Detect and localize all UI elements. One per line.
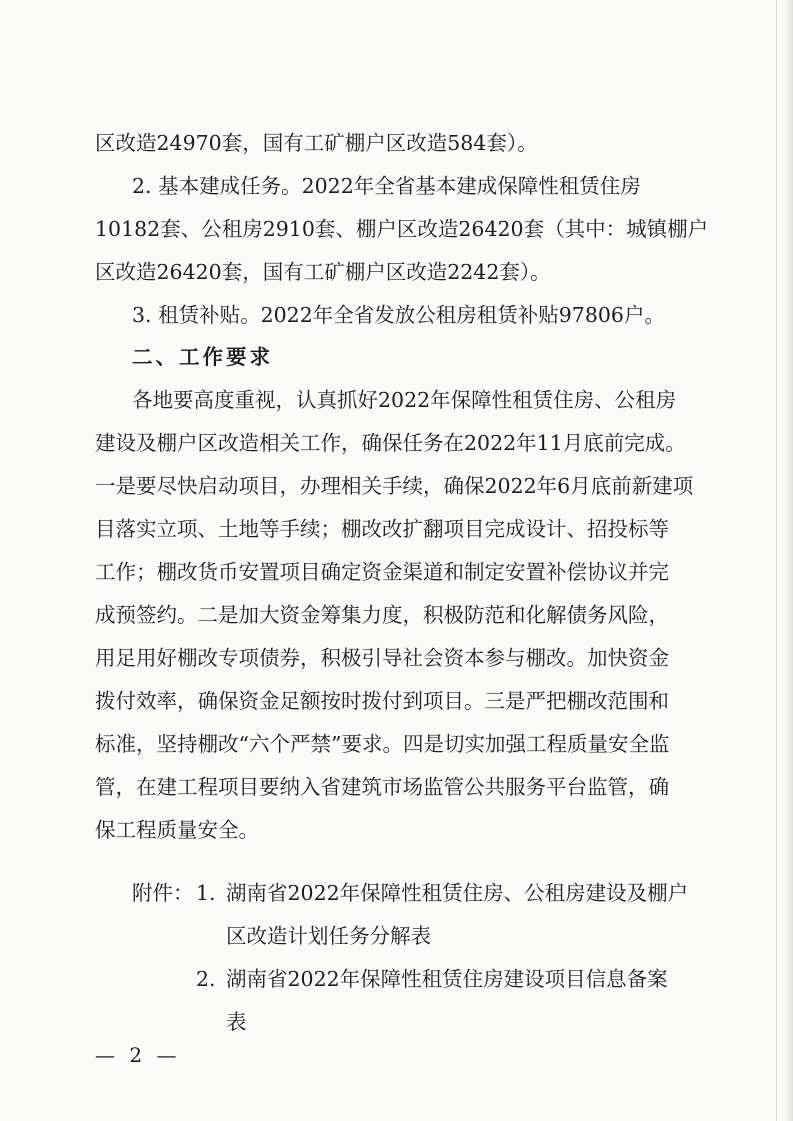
paragraph-line: 2. 基本建成任务。2022年全省基本建成保障性租赁住房 (132, 174, 641, 198)
attachment-title: 区改造计划任务分解表 (226, 924, 431, 948)
paragraph-line: 目落实立项、土地等手续；棚改改扩翻项目完成设计、招投标等 (95, 517, 669, 541)
paragraph-line: 保工程质量安全。 (95, 818, 259, 842)
page-number: — 2 — (95, 1043, 181, 1067)
attachments-label: 附件： (132, 881, 194, 905)
paragraph-line: 10182套、公租房2910套、棚户区改造26420套（其中：城镇棚户 (95, 217, 709, 241)
paragraph-line: 3. 租赁补贴。2022年全省发放公租房租赁补贴97806户。 (132, 303, 665, 327)
section-heading: 二、工作要求 (132, 345, 273, 369)
paragraph-line: 区改造24970套，国有工矿棚户区改造584套）。 (95, 131, 538, 155)
attachment-number: 2. (196, 967, 216, 991)
paragraph-line: 工作；棚改货币安置项目确定资金渠道和制定安置补偿协议并完 (95, 560, 669, 584)
attachment-number: 1. (196, 881, 216, 905)
paragraph-line: 区改造26420套，国有工矿棚户区改造2242套）。 (95, 260, 551, 284)
paragraph-line: 一是要尽快启动项目，办理相关手续，确保2022年6月底前新建项 (95, 474, 694, 498)
page-edge-line (776, 0, 777, 1121)
paragraph-line: 用足用好棚改专项债券，积极引导社会资本参与棚改。加快资金 (95, 646, 669, 670)
attachment-title: 湖南省2022年保障性租赁住房建设项目信息备案 (226, 967, 668, 991)
page-edge-shadow (783, 0, 793, 1121)
paragraph-line: 管，在建工程项目要纳入省建筑市场监管公共服务平台监管，确 (95, 775, 669, 799)
attachment-title: 表 (226, 1010, 247, 1034)
paragraph-line: 成预签约。二是加大资金筹集力度，积极防范和化解债务风险， (95, 603, 669, 627)
paragraph-line: 标准，坚持棚改“六个严禁”要求。四是切实加强工程质量安全监 (95, 732, 670, 756)
attachment-title: 湖南省2022年保障性租赁住房、公租房建设及棚户 (226, 881, 689, 905)
paragraph-line: 各地要高度重视，认真抓好2022年保障性租赁住房、公租房 (132, 388, 677, 412)
paragraph-line: 拨付效率，确保资金足额按时拨付到项目。三是严把棚改范围和 (95, 689, 669, 713)
paragraph-line: 建设及棚户区改造相关工作，确保任务在2022年11月底前完成。 (95, 431, 686, 455)
